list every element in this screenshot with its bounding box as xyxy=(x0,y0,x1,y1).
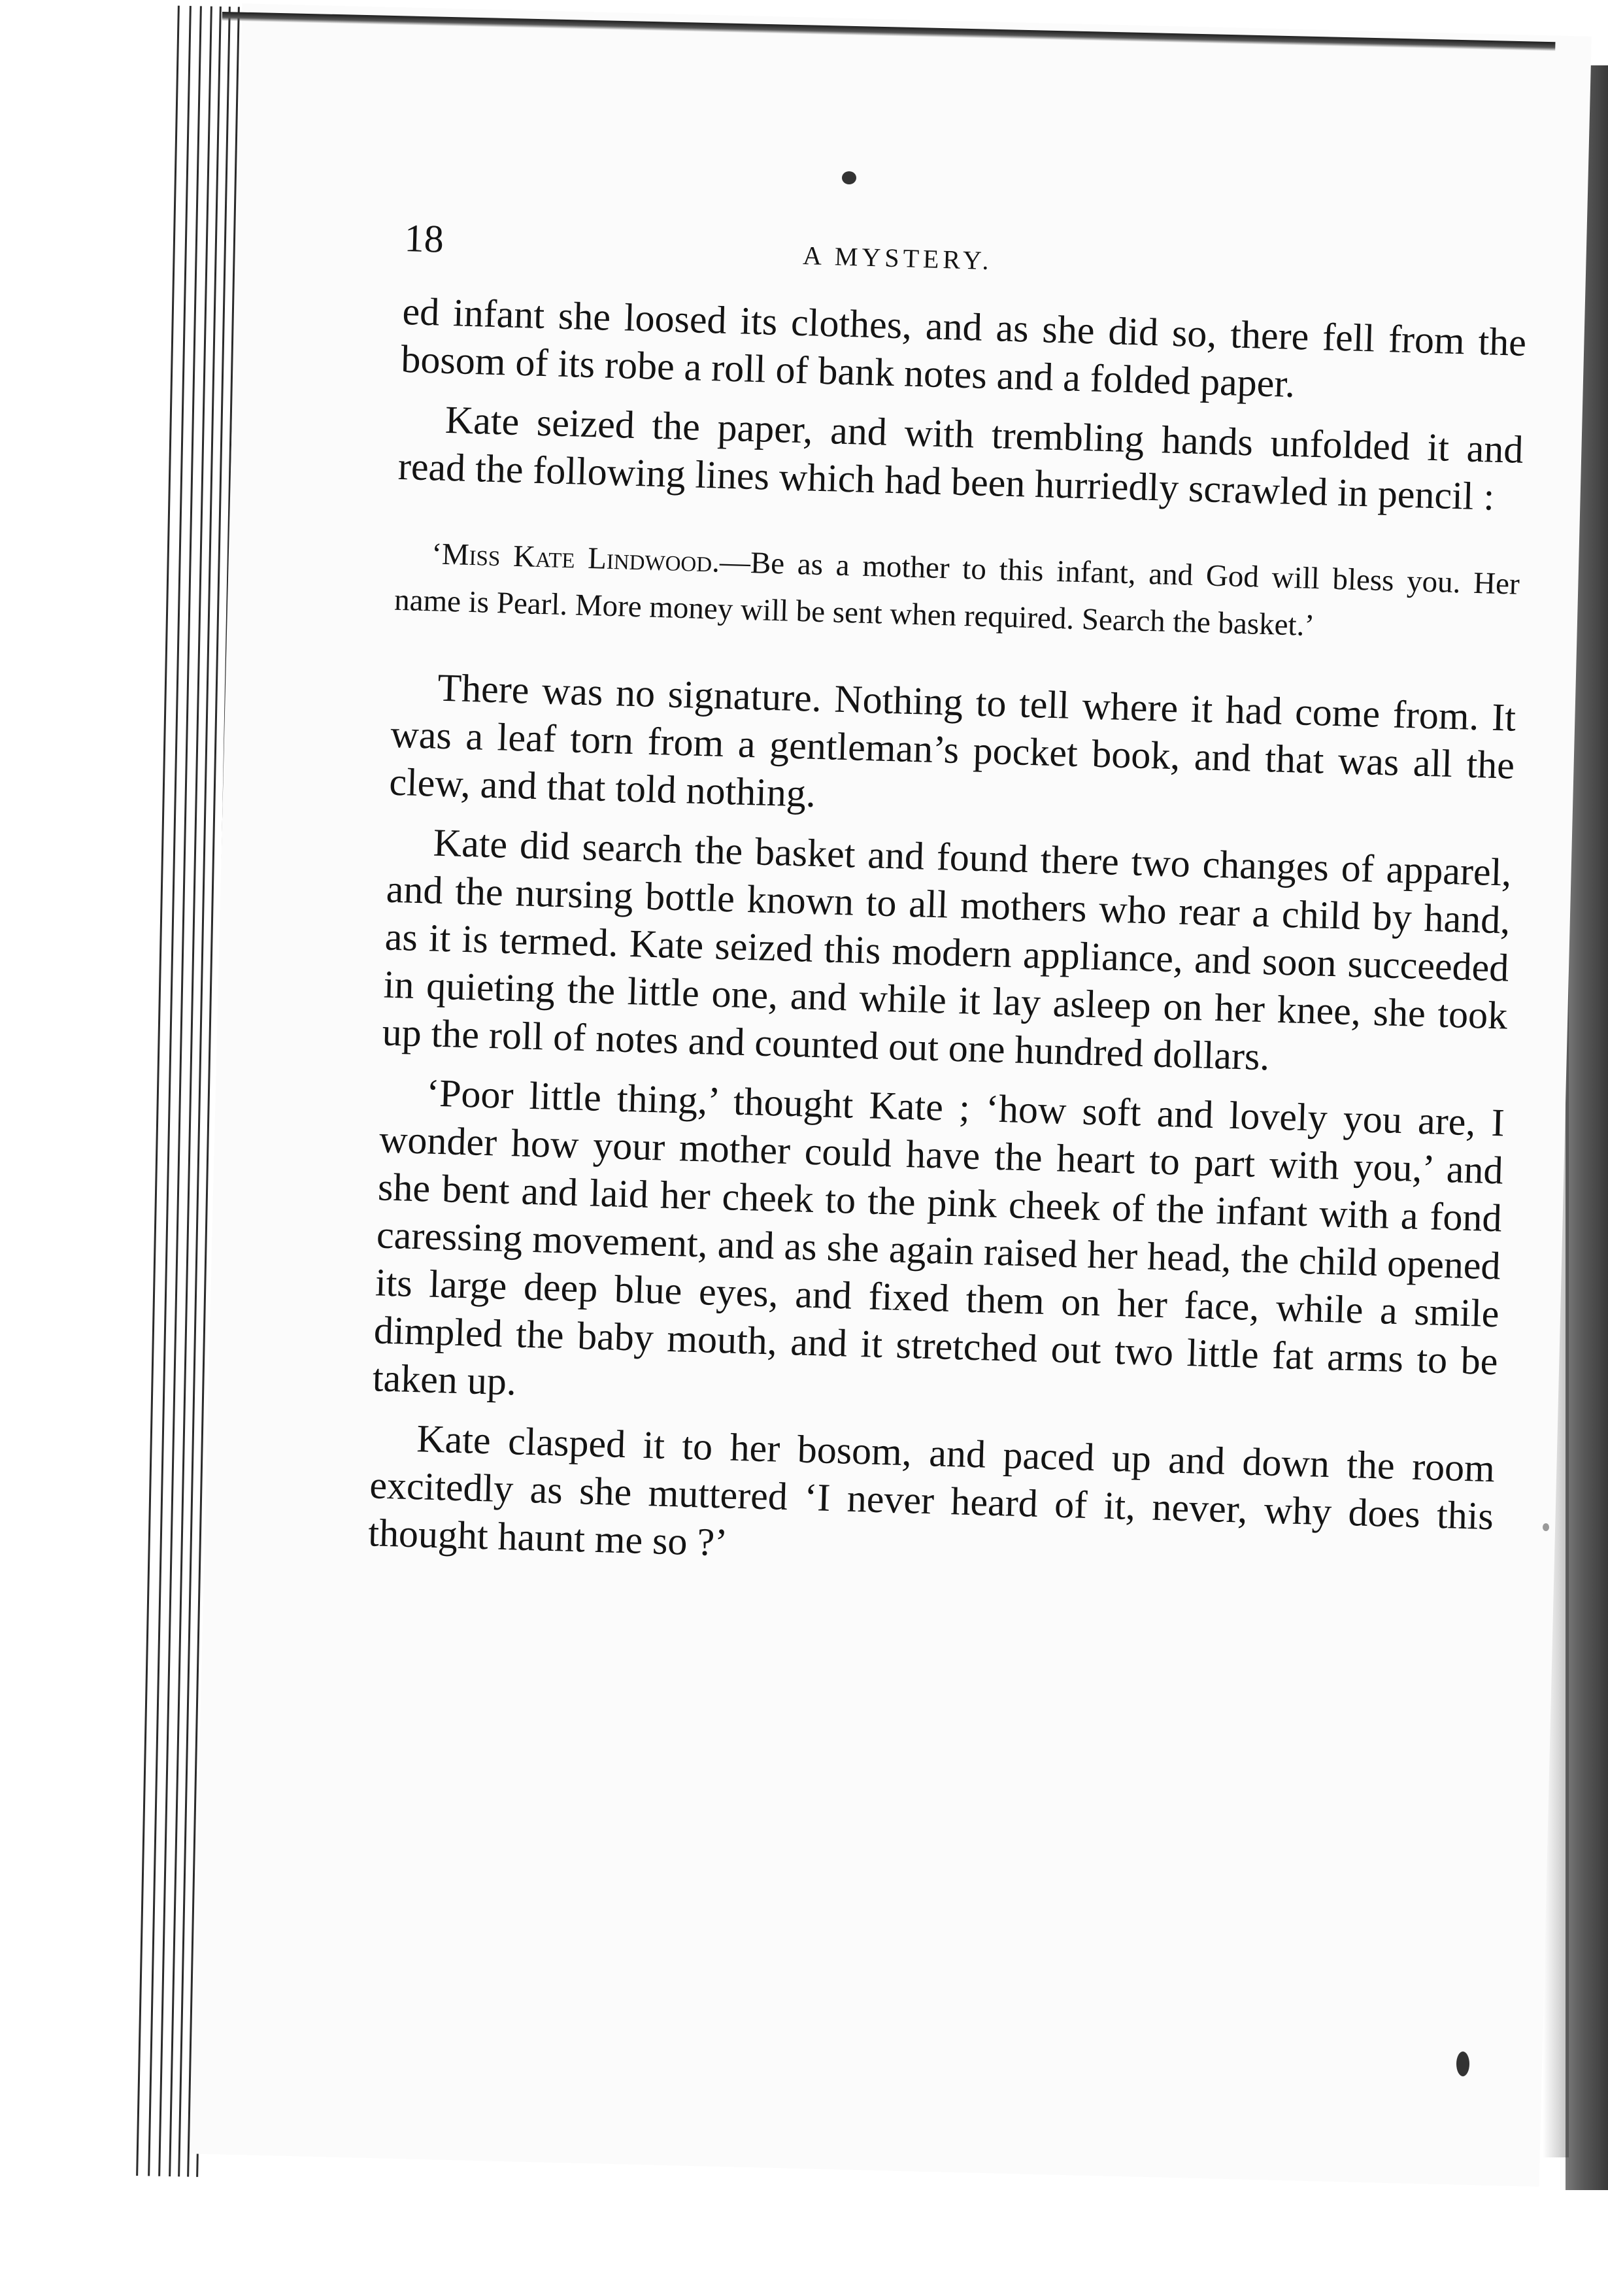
paragraph-search-basket: Kate did search the basket and found there two changes of apparel, and the nursing bottle known to all mothers who rear a child by hand, as it is termed. Kate seized this modern appliance, and soon succeeded in quieting the little one, and while it lay asleep on her knee, she took up the roll of notes and counted out one hundred dollars. xyxy=(381,820,1513,1079)
note-addressee: Miss Kate Lindwood. xyxy=(441,537,720,579)
ink-speck xyxy=(1543,1523,1549,1531)
note-open-quote: ‘ xyxy=(431,537,443,571)
text-block xyxy=(367,209,1529,1588)
paragraph-kate-seized: Kate seized the paper, and with trembling hands unfolded it and read the following lines which had been hurriedly scrawled in pencil : xyxy=(397,397,1524,518)
pencil-note xyxy=(394,530,1520,655)
note-text: —Be as a mother to this infant, and God will bless you. Her name is Pearl. More money will be sent when required. Search the basket.’ xyxy=(394,545,1520,643)
running-title: A MYSTERY. xyxy=(802,241,994,276)
ink-speck xyxy=(1456,2051,1469,2076)
paragraph-poor-thing: ‘Poor little thing,’ thought Kate ; ‘how soft and lovely you are, I wonder how your mother could have the heart to part with you,’ and she bent and laid her cheek to the pink cheek of the infant with a fond caressing movement, and as she again raised her head, the child opened its large deep blue eyes, and fixed them on her face, while a smile dimpled the baby mouth, and it stretched out two little fat arms to be taken up. xyxy=(372,1071,1505,1404)
ink-speck xyxy=(842,171,856,184)
paragraph-no-signature: There was no signature. Nothing to tell where it had come from. It was a leaf torn from a gentleman’s pocket book, and that was all the clew, and that told nothing. xyxy=(388,666,1516,815)
paragraph-continued: ed infant she loosed its clothes, and as she did so, there fell from the bosom of its robe a roll of bank notes and a folded paper. xyxy=(400,289,1527,406)
page-number: 18 xyxy=(403,216,444,261)
paragraph-clasped: Kate clasped it to her bosom, and paced up and down the room excitedly as she muttered ‘I never heard of it, never, why does this thought haunt me so ?’ xyxy=(367,1417,1496,1564)
